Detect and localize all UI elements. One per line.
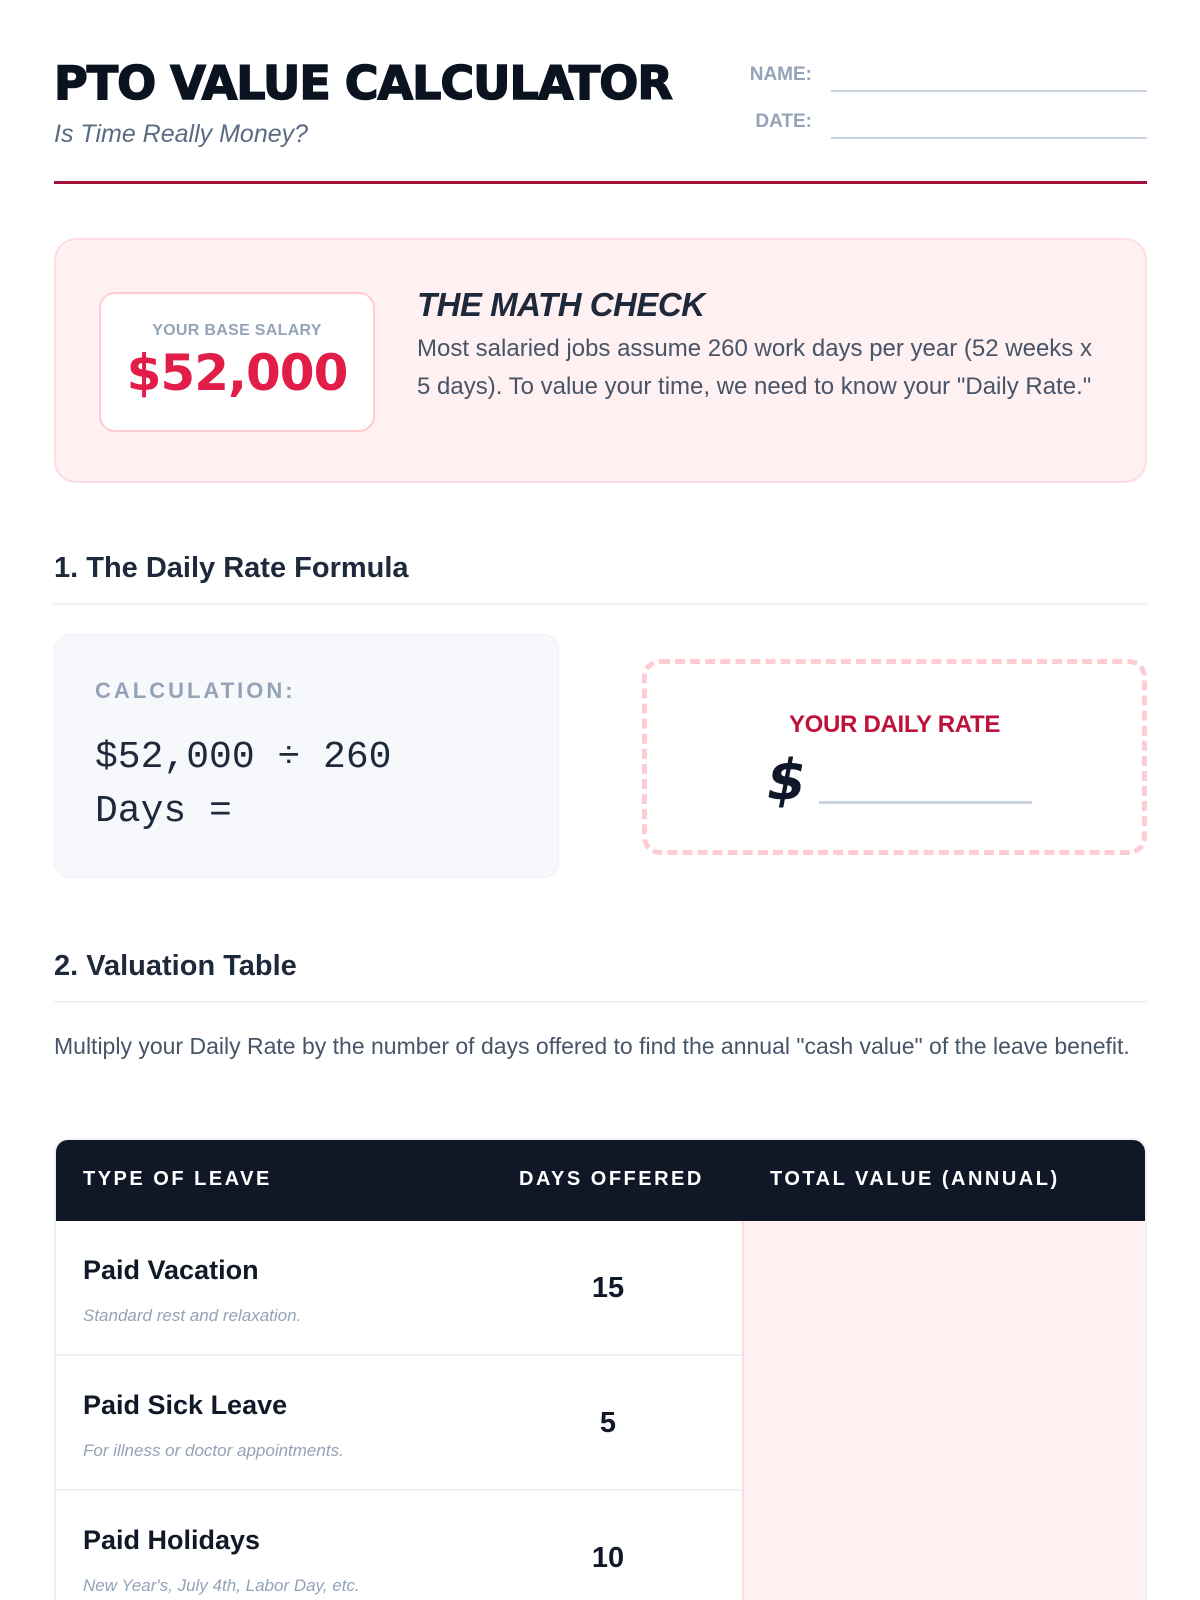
leave-type-name: Paid Holidays [83, 1525, 261, 1555]
column-header-days: DAYS OFFERED [519, 1168, 704, 1190]
name-field [746, 60, 1147, 107]
calculation-label: CALCULATION: [95, 678, 296, 703]
page-subtitle: Is Time Really Money? [54, 120, 309, 148]
math-check-title: THE MATH CHECK [417, 286, 705, 323]
math-check-text: Most salaried jobs assume 260 work days per year (52 weeks x 5 days). To value your time, we need to know your "Daily Rate." [417, 335, 1092, 400]
table-row [56, 1221, 742, 1356]
base-salary-value: $52,000 [126, 344, 348, 402]
leave-type-name: Paid Sick Leave [83, 1390, 288, 1420]
math-check-panel [54, 238, 1147, 483]
days-offered: 15 [591, 1272, 625, 1304]
leave-type-note: New Year's, July 4th, Labor Day, etc. [83, 1576, 360, 1595]
name-label: NAME: [749, 64, 812, 85]
days-offered: 10 [591, 1542, 625, 1574]
base-salary-label: YOUR BASE SALARY [152, 322, 322, 339]
table-row [56, 1356, 742, 1491]
total-value-column[interactable] [742, 1221, 1145, 1600]
daily-rate-box [642, 659, 1147, 855]
date-input-line[interactable] [831, 137, 1147, 139]
section-2-title: 2. Valuation Table [54, 950, 297, 982]
daily-rate-input-line[interactable] [819, 801, 1032, 804]
column-header-type: TYPE OF LEAVE [83, 1168, 272, 1190]
dollar-sign: $ [767, 748, 806, 813]
date-field [746, 107, 1147, 154]
column-header-value: TOTAL VALUE (ANNUAL) [770, 1168, 1060, 1190]
page-header [54, 52, 1147, 184]
header-fields [746, 60, 1147, 154]
calculation-box [54, 634, 559, 878]
base-salary-card [99, 292, 375, 432]
page-title: PTO VALUE CALCULATOR [54, 56, 672, 110]
section-1-divider [54, 603, 1147, 605]
leave-type-note: Standard rest and relaxation. [83, 1306, 302, 1325]
daily-rate-label: YOUR DAILY RATE [788, 711, 1001, 738]
days-offered: 5 [599, 1407, 617, 1439]
leave-type-name: Paid Vacation [83, 1255, 259, 1285]
leave-type-note: For illness or doctor appointments. [83, 1441, 344, 1460]
table-header [56, 1140, 1145, 1221]
section-2-divider [54, 1001, 1147, 1003]
valuation-table [54, 1138, 1147, 1600]
table-row [56, 1491, 742, 1600]
date-label: DATE: [755, 111, 812, 132]
valuation-description: Multiply your Daily Rate by the number of days offered to find the annual "cash value" of the leave benefit. [54, 1033, 1130, 1059]
calculation-expression: $52,000 ÷ 260 Days = [95, 736, 392, 833]
name-input-line[interactable] [831, 90, 1147, 92]
section-1-title: 1. The Daily Rate Formula [54, 552, 409, 584]
